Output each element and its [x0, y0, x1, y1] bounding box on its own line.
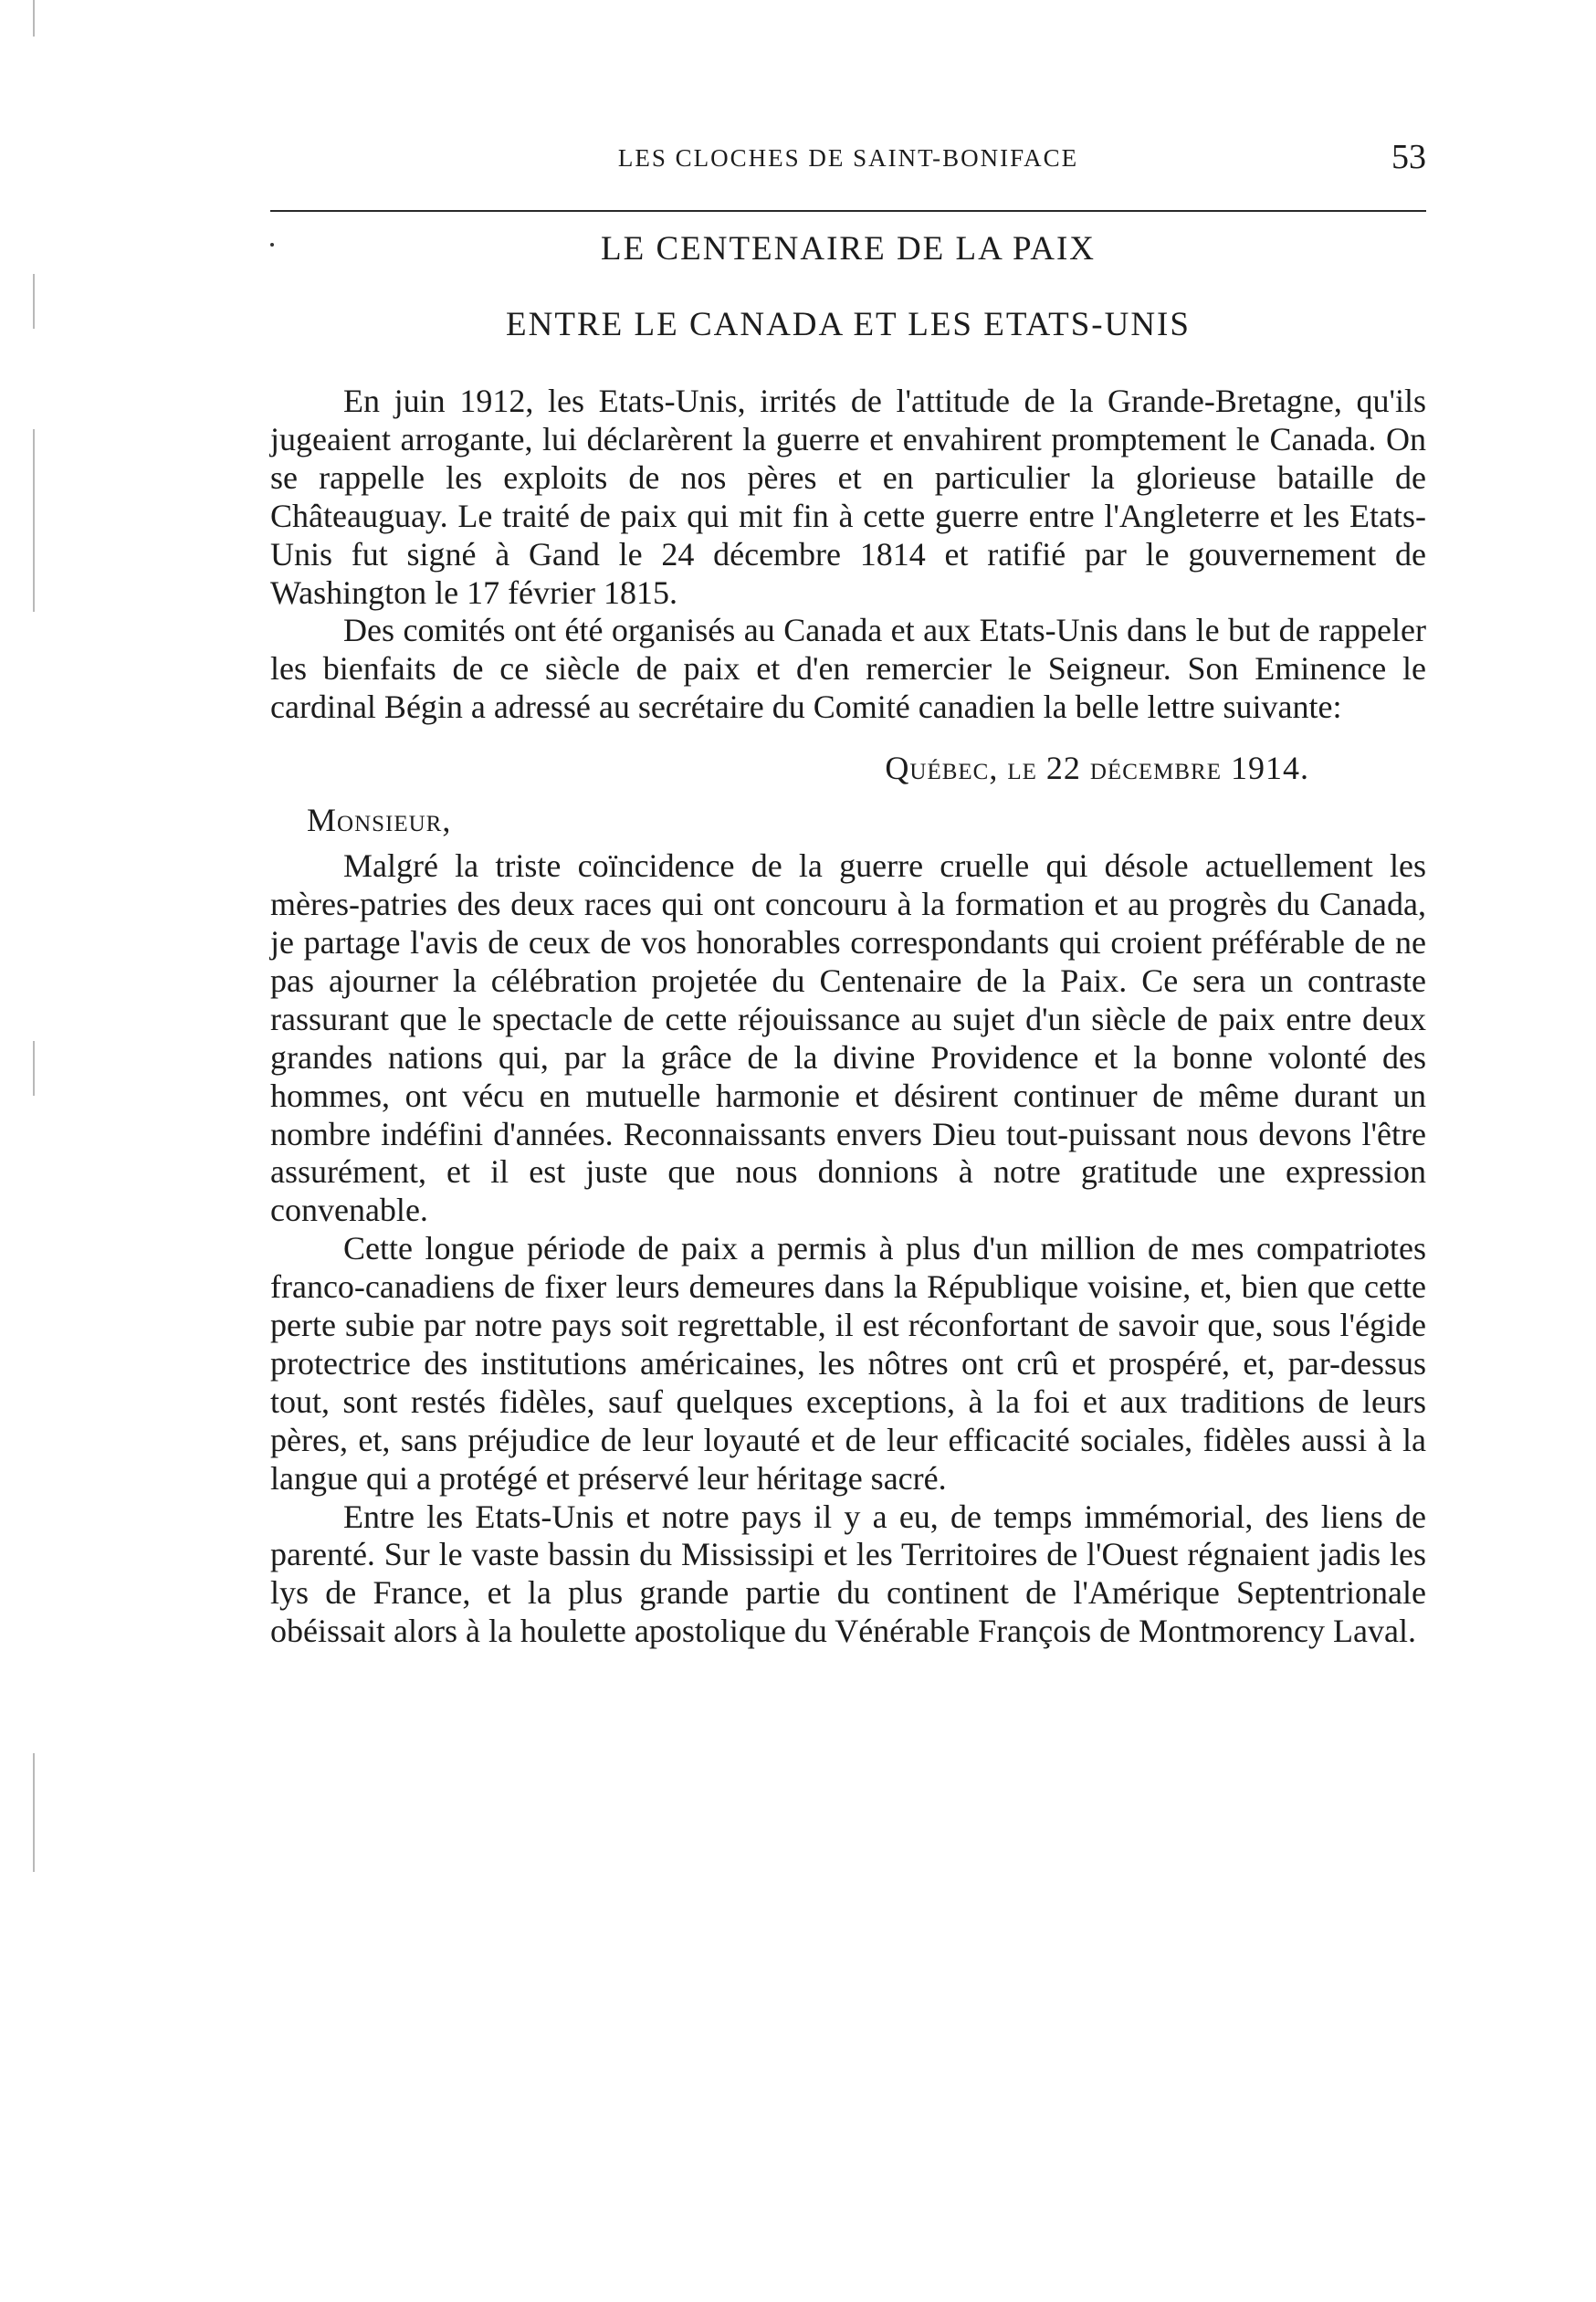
page-header	[270, 137, 1426, 183]
running-head: LES CLOCHES DE SAINT-BONIFACE	[617, 144, 1079, 172]
scan-margin-mark	[33, 1753, 35, 1872]
article-title: LE CENTENAIRE DE LA PAIX	[601, 230, 1096, 268]
article-body	[270, 383, 1426, 1651]
article-paragraph: Des comités ont été organisés au Canada et aux Etats-Unis dans le but de rappeler les bienfaits de ce siècle de paix et d'en remercier le Seigneur. Son Eminence le cardinal Bégin a adressé au secrétaire du Comité canadien la belle lettre suivante:	[270, 612, 1426, 726]
article-paragraph: En juin 1912, les Etats-Unis, irrités de l'attitude de la Grande-Bretagne, qu'ils jugeaient arrogante, lui déclarèrent la guerre et envahirent promptement le Canada. On se rappelle les exploits de nos pères et en particulier la glorieuse bataille de Châteauguay. Le traité de paix qui mit fin à cette guerre entre l'Angleterre et les Etats-Unis fut signé à Gand le 24 décembre 1814 et ratifié par le gouvernement de Washington le 17 février 1815.	[270, 383, 1426, 611]
letter-paragraph: Entre les Etats-Unis et notre pays il y a eu, de temps immémorial, des liens de parenté. Sur le vaste bassin du Mississipi et les Territoires de l'Ouest régnaient jadis les lys de France, et la plus grande partie du continent de l'Amérique Septentrionale obéissait alors à la houlette apostolique du Vénérable François de Montmorency Laval.	[270, 1498, 1426, 1650]
header-rule	[270, 210, 1426, 212]
scan-margin-mark	[33, 274, 35, 329]
letter-dateline: Québec, le 22 décembre 1914.	[885, 750, 1309, 787]
scan-margin-mark	[33, 0, 35, 37]
letter-paragraph: Cette longue période de paix a permis à plus d'un million de mes compatriotes franco-canadiens de fixer leurs demeures dans la République voisine, et, bien que cette perte subie par notre pays soit regrettable, il est réconfortant de savoir que, sous l'égide protectrice des institutions américaines, les nôtres ont crû et prospéré, et, par-dessus tout, sont restés fidèles, sauf quelques exceptions, à la foi et aux traditions de leurs pères, et, sans préjudice de leur loyauté et de leur efficacité sociales, fidèles aussi à la langue qui a protégé et préservé leur héritage sacré.	[270, 1230, 1426, 1497]
letter-salutation: Monsieur,	[307, 802, 452, 839]
scan-margin-mark	[33, 429, 35, 612]
scan-margin-mark	[33, 1041, 35, 1096]
letter-paragraph: Malgré la triste coïncidence de la guerre cruelle qui désole actuellement les mères-patries des deux races qui ont concouru à la formation et au progrès du Canada, je partage l'avis de ceux de vos honorables correspondants qui croient préférable de ne pas ajourner la célébration projetée du Centenaire de la Paix. Ce sera un contraste rassurant que le spectacle de cette réjouissance au sujet d'un siècle de paix entre deux grandes nations qui, par la grâce de la divine Providence et la bonne volonté des hommes, ont vécu en mutuelle harmonie et désirent continuer de même durant un nombre indéfini d'années. Reconnaissants envers Dieu tout-puissant nous devons l'être assurément, et il est juste que nous donnions à notre gratitude une expression convenable.	[270, 847, 1426, 1229]
page-number: 53	[1391, 138, 1426, 176]
article-subtitle: ENTRE LE CANADA ET LES ETATS-UNIS	[506, 306, 1191, 343]
